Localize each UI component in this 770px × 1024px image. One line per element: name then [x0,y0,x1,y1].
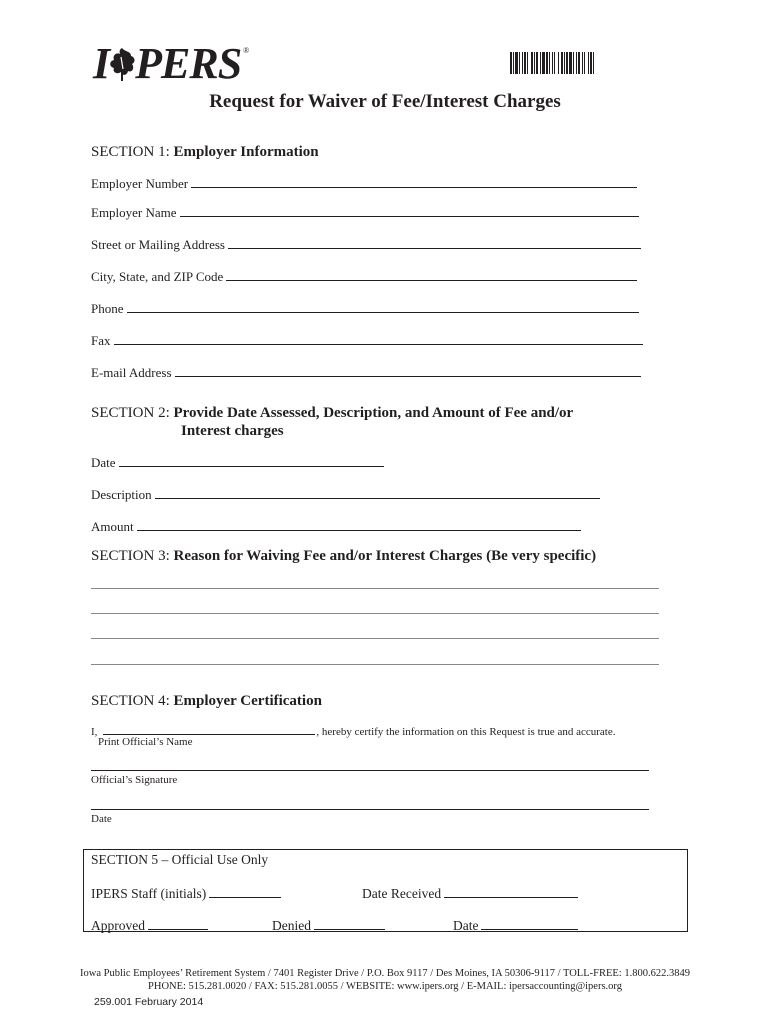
section1-title: Employer Information [173,144,319,160]
city-state-zip-field[interactable] [91,265,637,285]
denied-line[interactable] [314,929,385,930]
form-title: Request for Waiver of Fee/Interest Charges [209,91,561,112]
logo-text-left: I [93,39,110,88]
denied-label: Denied [272,918,311,933]
reason-line-2[interactable] [91,613,659,614]
amount-field[interactable] [91,515,581,535]
cert-date-label: Date [91,813,112,825]
employer-number-label: Employer Number [91,176,189,191]
phone-line[interactable] [127,312,640,313]
fax-line[interactable] [114,344,644,345]
phone-label: Phone [91,301,124,316]
signature-label: Official’s Signature [91,774,178,786]
email-label: E-mail Address [91,365,172,380]
section1-heading [91,144,319,161]
email-field[interactable] [91,361,641,381]
section2-title-line2: Interest charges [181,423,284,439]
certification-suffix: , hereby certify the information on this Request is true and accurate. [316,726,616,738]
registered-mark: ® [243,45,250,55]
amount-line[interactable] [137,530,581,531]
section4-heading [91,693,322,710]
date-assessed-field[interactable] [91,451,384,471]
employer-number-field[interactable] [91,172,637,192]
section4-title: Employer Certification [173,693,322,709]
section3-title: Reason for Waiving Fee and/or Interest Charges (Be very specific) [173,548,597,564]
phone-field[interactable] [91,297,639,317]
fax-field[interactable] [91,329,643,349]
email-line[interactable] [175,376,641,377]
description-label: Description [91,487,152,502]
barcode [510,52,627,74]
street-address-field[interactable] [91,233,641,253]
approved-line[interactable] [148,929,208,930]
oak-leaf-icon [107,45,137,83]
section4-number: SECTION 4: [91,693,170,709]
date-assessed-line[interactable] [119,466,384,467]
employer-name-field[interactable] [91,201,639,221]
employer-name-line[interactable] [180,216,639,217]
denied-field[interactable] [272,914,385,934]
street-address-line[interactable] [228,248,641,249]
approval-date-label: Date [453,918,479,933]
section2-number: SECTION 2: [91,405,170,421]
description-field[interactable] [91,483,600,503]
ipers-logo [93,39,250,88]
section2-heading-cont [181,423,284,440]
date-assessed-label: Date [91,455,116,470]
footer-contact: PHONE: 515.281.0020 / FAX: 515.281.0055 / WEBSITE: www.ipers.org / E-MAIL: ipersaccounting@ipers.org [148,981,622,992]
approved-label: Approved [91,918,145,933]
staff-initials-label: IPERS Staff (initials) [91,886,207,901]
employer-number-line[interactable] [191,187,637,188]
certification-prefix: I, [91,726,98,738]
fax-label: Fax [91,333,111,348]
print-name-label: Print Official’s Name [98,736,193,748]
approval-date-line[interactable] [481,929,578,930]
barcode-bar [594,52,596,74]
street-address-label: Street or Mailing Address [91,237,225,252]
description-line[interactable] [155,498,600,499]
amount-label: Amount [91,519,134,534]
section2-title: Provide Date Assessed, Description, and Amount of Fee and/or [173,405,574,421]
form-id: 259.001 February 2014 [94,996,204,1008]
city-state-zip-line[interactable] [226,280,637,281]
approved-field[interactable] [91,914,208,934]
approval-date-field[interactable] [453,914,578,934]
employer-name-label: Employer Name [91,205,177,220]
reason-line-3[interactable] [91,638,659,639]
reason-line-1[interactable] [91,588,659,589]
signature-line[interactable] [91,770,649,771]
section5-title: SECTION 5 – Official Use Only [91,852,269,867]
date-received-field[interactable] [362,882,578,902]
city-state-zip-label: City, State, and ZIP Code [91,269,224,284]
footer-address: Iowa Public Employees’ Retirement System / 7401 Register Drive / P.O. Box 9117 / Des Moines, IA 50306-9117 / TOLL-FREE: 1.800.622.3849 [80,968,690,979]
staff-initials-field[interactable] [91,882,281,902]
section2-heading [91,405,573,422]
logo-text-right: PERS [135,39,242,88]
official-name-line[interactable] [103,734,315,735]
cert-date-line[interactable] [91,809,649,810]
staff-initials-line[interactable] [209,897,281,898]
reason-line-4[interactable] [91,664,659,665]
date-received-line[interactable] [444,897,578,898]
date-received-label: Date Received [362,886,442,901]
section3-number: SECTION 3: [91,548,170,564]
section3-heading [91,548,596,565]
section1-number: SECTION 1: [91,144,170,160]
